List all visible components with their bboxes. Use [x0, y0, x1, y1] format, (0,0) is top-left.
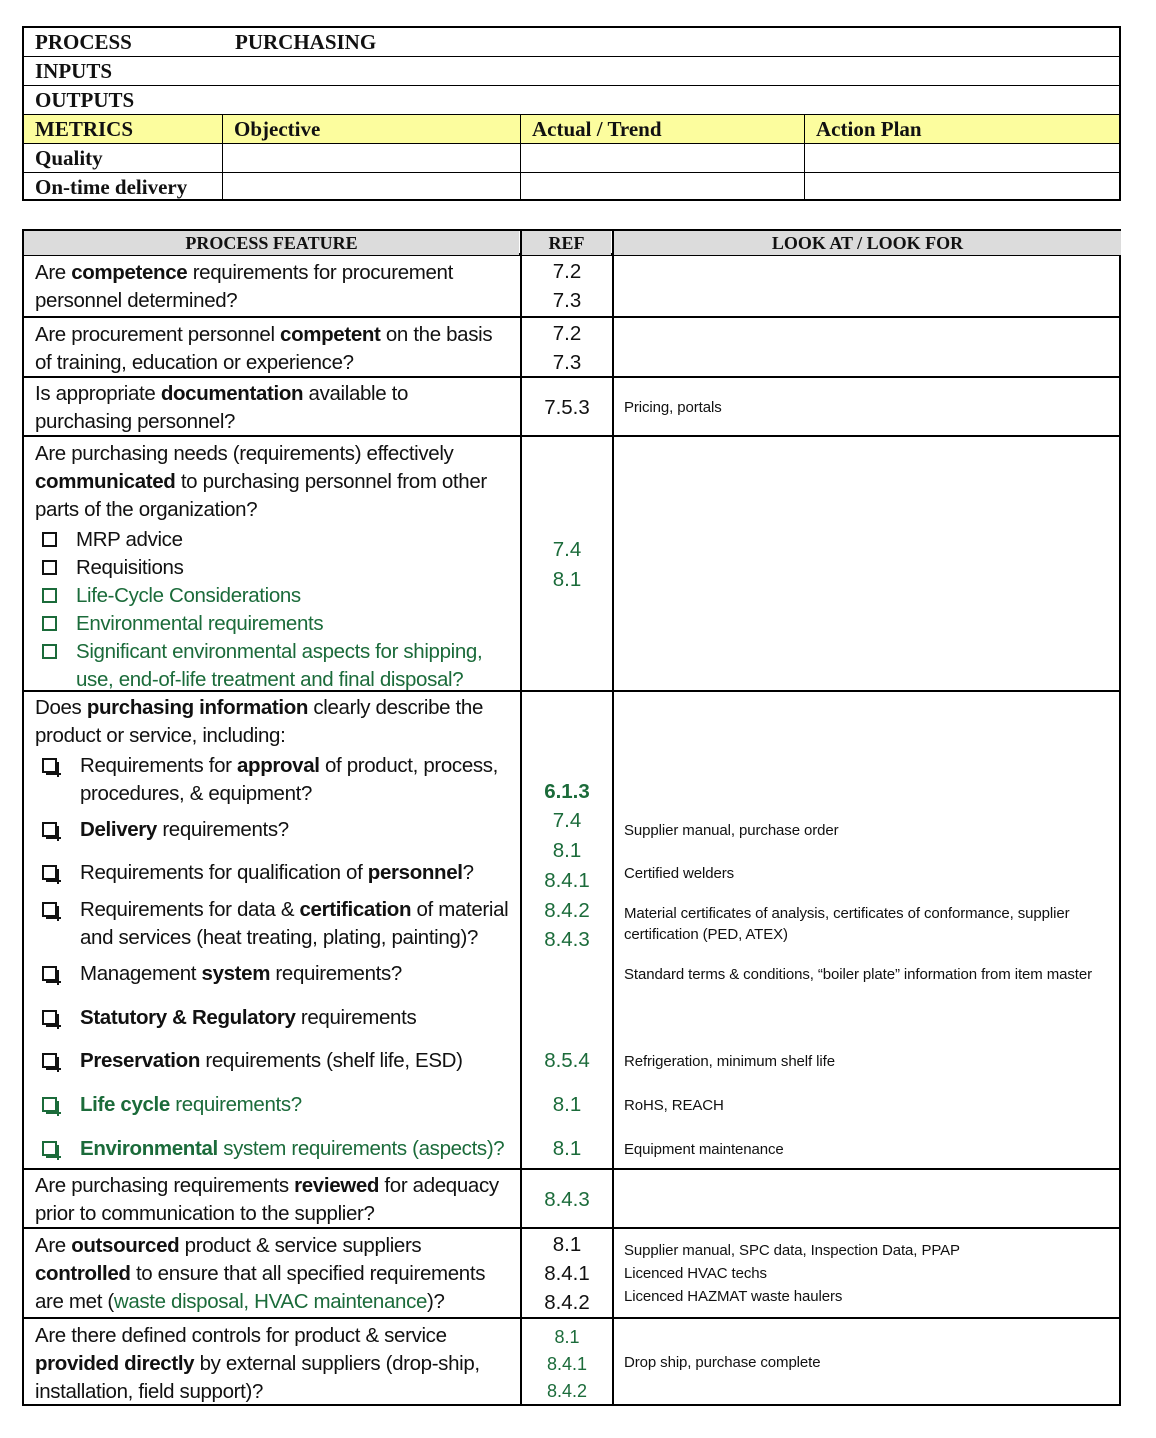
ref-value: 8.1 [552, 1093, 582, 1116]
table-row [24, 318, 1119, 378]
table-row [24, 1229, 1119, 1319]
ref-value: 8.5.4 [544, 1049, 590, 1072]
checkbox-icon[interactable] [42, 1141, 57, 1156]
table-row [24, 1170, 1119, 1229]
question-text: Are purchasing requirements reviewed for adequacy prior to communication to the supplier? [35, 1174, 499, 1225]
outputs-label: OUTPUTS [35, 87, 135, 112]
ref-value: 8.4.2 [544, 1291, 590, 1314]
checkbox-icon[interactable] [42, 1097, 57, 1112]
metrics-header-row [24, 115, 1119, 144]
ref-value: 6.1.3 [544, 780, 590, 803]
inputs-label: INPUTS [35, 58, 113, 83]
checkbox-icon[interactable] [42, 1053, 57, 1068]
metric-row [24, 173, 1119, 201]
checkbox-icon[interactable] [42, 865, 57, 880]
metric-delivery-label: On-time delivery [35, 174, 188, 199]
actual-cell [520, 173, 805, 201]
checkbox-icon[interactable] [42, 588, 57, 603]
checkbox-icon[interactable] [42, 822, 57, 837]
ref-value: 8.4.1 [546, 1354, 588, 1374]
actual-cell [520, 144, 805, 172]
checkbox-icon[interactable] [42, 644, 57, 659]
question-text: Are purchasing needs (requirements) effectively communicated to purchasing personnel from other parts of the organization? [35, 442, 487, 521]
look-for-text: Licenced HAZMAT waste haulers [624, 1288, 843, 1305]
ref-value: 8.4.1 [544, 869, 590, 892]
objective-cell [222, 144, 521, 172]
checkbox-icon[interactable] [42, 560, 57, 575]
look-for-text: Material certificates of analysis, certificates of conformance, supplier certification (PED, ATEX) [624, 905, 1070, 943]
look-for-text: Pricing, portals [624, 399, 722, 416]
checkbox-icon[interactable] [42, 758, 57, 773]
look-for-text: Supplier manual, SPC data, Inspection Data, PPAP [624, 1242, 960, 1259]
col-header-feature: PROCESS FEATURE [24, 231, 519, 255]
ref-value: 7.2 [552, 322, 582, 345]
col-header-ref: REF [522, 231, 611, 255]
table-row: Does purchasing information clearly describe the product or service, including: Requirements for approval of product, process, procedures, & equipment? Delivery requirements? Requirements for qualification of personnel? Requirements for data & certification of material and services (heat treating, plating, painting)? Management system requirements? Statutory & Regulatory requirements Preservation requirements (shelf life, ESD) Life cycle requirements? Environmental system requirements (aspects)? 6.1.3 7.4 8.1 8.4.1 8.4.2 8.4.3 8.5.4 8.1 8.1 Supplier manual, purchase order Certified welders Material certificates of analysis, certificates of conformance, supplier certification (PED, ATEX) Standard terms & conditions, “boiler plate” information from item master Refrigeration, minimum shelf life RoHS, REACH Equipment maintenance [24, 692, 1119, 1170]
ref-value: 8.4.2 [544, 899, 590, 922]
question-text: Are competence requirements for procurement personnel determined? [35, 261, 453, 312]
objective-label: Objective [222, 115, 521, 143]
col-header-look: LOOK AT / LOOK FOR [614, 231, 1121, 255]
table-row [24, 378, 1119, 437]
ref-value: 8.4.3 [544, 928, 590, 951]
ref-value: 8.1 [552, 568, 582, 591]
ref-value: 7.4 [552, 809, 582, 832]
process-row [24, 28, 1119, 57]
ref-value: 8.4.1 [544, 1262, 590, 1285]
outputs-row [24, 86, 1119, 115]
ref-value: 7.4 [552, 538, 582, 561]
ref-value: 8.4.2 [546, 1381, 588, 1401]
process-label: PROCESS [35, 29, 132, 54]
metrics-label: METRICS [24, 115, 224, 143]
table-row [24, 1319, 1119, 1406]
question-text: Is appropriate documentation available to purchasing personnel? [35, 382, 409, 433]
look-for-text: Licenced HVAC techs [624, 1265, 767, 1282]
table-header-row [24, 231, 1119, 256]
look-for-text: Standard terms & conditions, “boiler plate” information from item master [624, 966, 1092, 983]
look-for-text: Refrigeration, minimum shelf life [624, 1053, 835, 1070]
metric-quality-label: Quality [35, 145, 103, 170]
checkbox-icon[interactable] [42, 902, 57, 917]
ref-value: 7.2 [552, 260, 582, 283]
look-for-text: Certified welders [624, 865, 735, 882]
checkbox-icon[interactable] [42, 616, 57, 631]
objective-cell [222, 173, 521, 201]
look-for-text: RoHS, REACH [624, 1097, 724, 1114]
action-cell [804, 144, 1119, 172]
process-header-table [22, 26, 1121, 201]
ref-value: 7.5.3 [544, 396, 590, 419]
ref-value: 7.3 [552, 351, 582, 374]
metric-row [24, 144, 1119, 173]
question-text: Are outsourced product & service suppliers controlled to ensure that all specified requirements are met (waste disposal, HVAC maintenance)? [35, 1234, 486, 1313]
table-row [24, 256, 1119, 318]
process-value: PURCHASING [235, 29, 377, 54]
look-for-text: Drop ship, purchase complete [624, 1354, 821, 1371]
ref-value: 8.1 [552, 839, 582, 862]
ref-value: 8.1 [552, 1137, 582, 1160]
table-row: Are purchasing needs (requirements) effectively communicated to purchasing personnel from other parts of the organization? MRP advice Requisitions Life-Cycle Considerations Environmental requirements Significant environmental aspects for shipping, use, end-of-life treatment and final disposal? 7.4 8.1 [24, 437, 1119, 692]
ref-value: 7.3 [552, 289, 582, 312]
question-text: Does purchasing information clearly describe the product or service, including: [35, 696, 484, 747]
ref-value: 8.1 [552, 1233, 582, 1256]
look-for-text: Supplier manual, purchase order [624, 822, 839, 839]
checkbox-icon[interactable] [42, 532, 57, 547]
look-for-text: Equipment maintenance [624, 1141, 784, 1158]
action-plan-label: Action Plan [804, 115, 1119, 143]
ref-value: 8.1 [554, 1327, 580, 1347]
question-text: Are procurement personnel competent on the basis of training, education or experience? [35, 323, 493, 374]
checkbox-icon[interactable] [42, 1010, 57, 1025]
inputs-row [24, 57, 1119, 86]
process-feature-table [22, 229, 1121, 1406]
ref-value: 8.4.3 [544, 1188, 590, 1211]
action-cell [804, 173, 1119, 201]
question-text: Are there defined controls for product & service provided directly by external suppliers (drop-ship, installation, field support)? [35, 1324, 480, 1403]
actual-trend-label: Actual / Trend [520, 115, 805, 143]
checkbox-icon[interactable] [42, 966, 57, 981]
